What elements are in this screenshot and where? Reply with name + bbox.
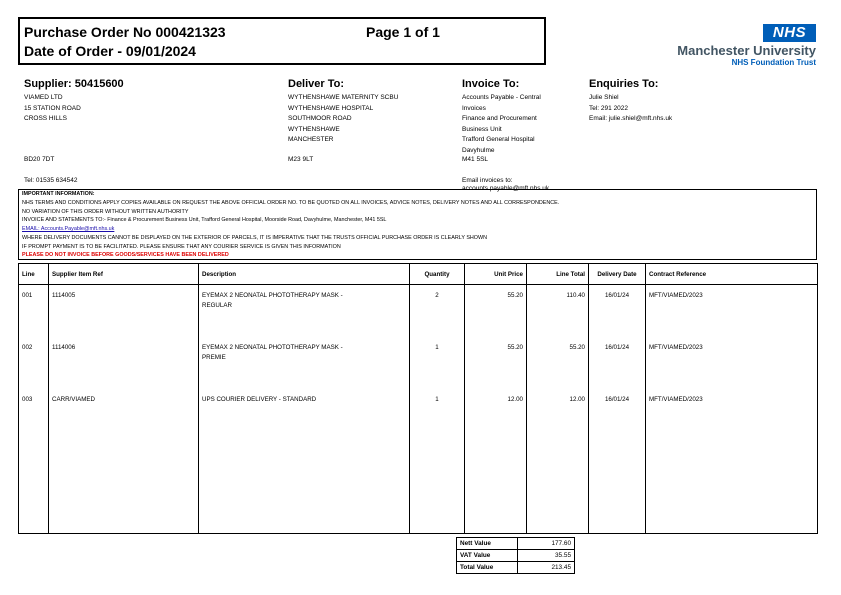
org-trust: NHS Foundation Trust <box>731 58 816 67</box>
page-info: Page 1 of 1 <box>366 24 440 40</box>
col-unit-price: Unit Price <box>465 264 527 285</box>
supplier-address: VIAMED LTD 15 STATION ROAD CROSS HILLS <box>24 94 81 122</box>
col-delivery-date: Delivery Date <box>589 264 646 285</box>
net-value-row <box>457 538 575 550</box>
info-delivery-docs: WHERE DELIVERY DOCUMENTS CANNOT BE DISPLAYED ON THE EXTERIOR OF PARCELS, IT IS IMPERATIVE THAT THE TRUSTS OFFICIAL PURCHASE ORDER IS CLEARLY SHOWN <box>22 235 487 241</box>
table-row <box>19 337 818 389</box>
info-prompt-payment: IF PROMPT PAYMENT IS TO BE FACILITATED. PLEASE ENSURE THAT ANY COURIER SERVICE IS GIVEN THIS INFORMATION <box>22 244 341 250</box>
col-supplier-item-ref: Supplier Item Ref <box>49 264 199 285</box>
po-number: Purchase Order No 000421323 <box>24 24 226 40</box>
deliver-heading: Deliver To: <box>288 78 345 90</box>
invoice-heading: Invoice To: <box>462 78 520 90</box>
cell-unit-price: 12.00 <box>465 389 527 441</box>
cell-ref: 1114005 <box>49 285 199 338</box>
totals-table <box>456 537 575 574</box>
cell-line: 003 <box>19 389 49 441</box>
cell-delivery-date: 16/01/24 <box>589 285 646 338</box>
cell-quantity: 2 <box>410 285 465 338</box>
cell-unit-price: 55.20 <box>465 285 527 338</box>
col-description: Description <box>199 264 410 285</box>
vat-value-row <box>457 550 575 562</box>
invoice-email-label: Email invoices to: <box>462 177 513 184</box>
info-email-link[interactable]: EMAIL: Accounts.Payable@mft.nhs.uk <box>22 226 115 232</box>
col-line: Line <box>19 264 49 285</box>
nhs-logo: NHS <box>763 24 816 42</box>
deliver-address: WYTHENSHAWE MATERNITY SCBU WYTHENSHAWE HOSPITAL SOUTHMOOR ROAD WYTHENSHAWE MANCHESTER <box>288 94 399 143</box>
info-heading: IMPORTANT INFORMATION: <box>22 191 95 197</box>
vat-value-label: VAT Value <box>457 550 518 562</box>
table-row <box>19 389 818 441</box>
table-header-row <box>19 264 818 285</box>
cell-line-total: 12.00 <box>527 389 589 441</box>
cell-ref: CARR/VIAMED <box>49 389 199 441</box>
cell-quantity: 1 <box>410 389 465 441</box>
total-value: 213.45 <box>518 562 575 574</box>
net-value-label: Nett Value <box>457 538 518 550</box>
cell-unit-price: 55.20 <box>465 337 527 389</box>
invoice-email: accounts.payable@mft.nhs.uk <box>462 185 550 192</box>
info-terms: NHS TERMS AND CONDITIONS APPLY COPIES AVAILABLE ON REQUEST THE ABOVE OFFICIAL ORDER NO. TO BE QUOTED ON ALL INVOICES, ADVICE NOTES, DELIVERY NOTES AND ALL CORRESPONDENCE. <box>22 200 560 206</box>
cell-contract: MFT/VIAMED/2023 <box>646 285 818 338</box>
total-value-label: Total Value <box>457 562 518 574</box>
total-value-row <box>457 562 575 574</box>
col-line-total: Line Total <box>527 264 589 285</box>
cell-line: 002 <box>19 337 49 389</box>
cell-delivery-date: 16/01/24 <box>589 389 646 441</box>
info-invoice-address: INVOICE AND STATEMENTS TO:- Finance & Procurement Business Unit, Trafford General Hospital, Moorside Road, Davyhulme, Manchester, M41 5SL <box>22 217 387 223</box>
invoice-postcode: M41 5SL <box>462 156 489 163</box>
cell-line-total: 110.40 <box>527 285 589 338</box>
cell-quantity: 1 <box>410 337 465 389</box>
org-name: Manchester University <box>677 43 816 58</box>
cell-description: EYEMAX 2 NEONATAL PHOTOTHERAPY MASK - PREMIE <box>199 337 410 389</box>
cell-delivery-date: 16/01/24 <box>589 337 646 389</box>
cell-line-total: 55.20 <box>527 337 589 389</box>
enquiries-heading: Enquiries To: <box>589 78 659 90</box>
vat-value: 35.55 <box>518 550 575 562</box>
table-filler-row <box>19 441 818 534</box>
cell-line: 001 <box>19 285 49 338</box>
info-warning: PLEASE DO NOT INVOICE BEFORE GOODS/SERVICES HAVE BEEN DELIVERED <box>22 252 229 258</box>
order-lines-table <box>18 263 818 534</box>
po-title-box <box>18 17 546 65</box>
cell-description: UPS COURIER DELIVERY - STANDARD <box>199 389 410 441</box>
enquiries-details: Julie Shiel Tel: 291 2022 Email: julie.shiel@mft.nhs.uk <box>589 94 673 122</box>
supplier-heading: Supplier: 50415600 <box>24 78 124 90</box>
cell-description: EYEMAX 2 NEONATAL PHOTOTHERAPY MASK - REGULAR <box>199 285 410 338</box>
cell-ref: 1114006 <box>49 337 199 389</box>
important-information <box>18 189 817 260</box>
supplier-postcode: BD20 7DT <box>24 156 55 163</box>
net-value: 177.60 <box>518 538 575 550</box>
col-contract-reference: Contract Reference <box>646 264 818 285</box>
table-row <box>19 285 818 338</box>
cell-contract: MFT/VIAMED/2023 <box>646 337 818 389</box>
cell-contract: MFT/VIAMED/2023 <box>646 389 818 441</box>
col-quantity: Quantity <box>410 264 465 285</box>
invoice-address: Accounts Payable - Central Invoices Finance and Procurement Business Unit Trafford General Hospital Davyhulme <box>462 94 541 154</box>
info-variation: NO VARIATION OF THIS ORDER WITHOUT WRITTEN AUTHORITY <box>22 209 189 215</box>
order-date: Date of Order - 09/01/2024 <box>24 43 196 59</box>
deliver-postcode: M23 9LT <box>288 156 314 163</box>
supplier-tel: Tel: 01535 634542 <box>24 177 78 184</box>
